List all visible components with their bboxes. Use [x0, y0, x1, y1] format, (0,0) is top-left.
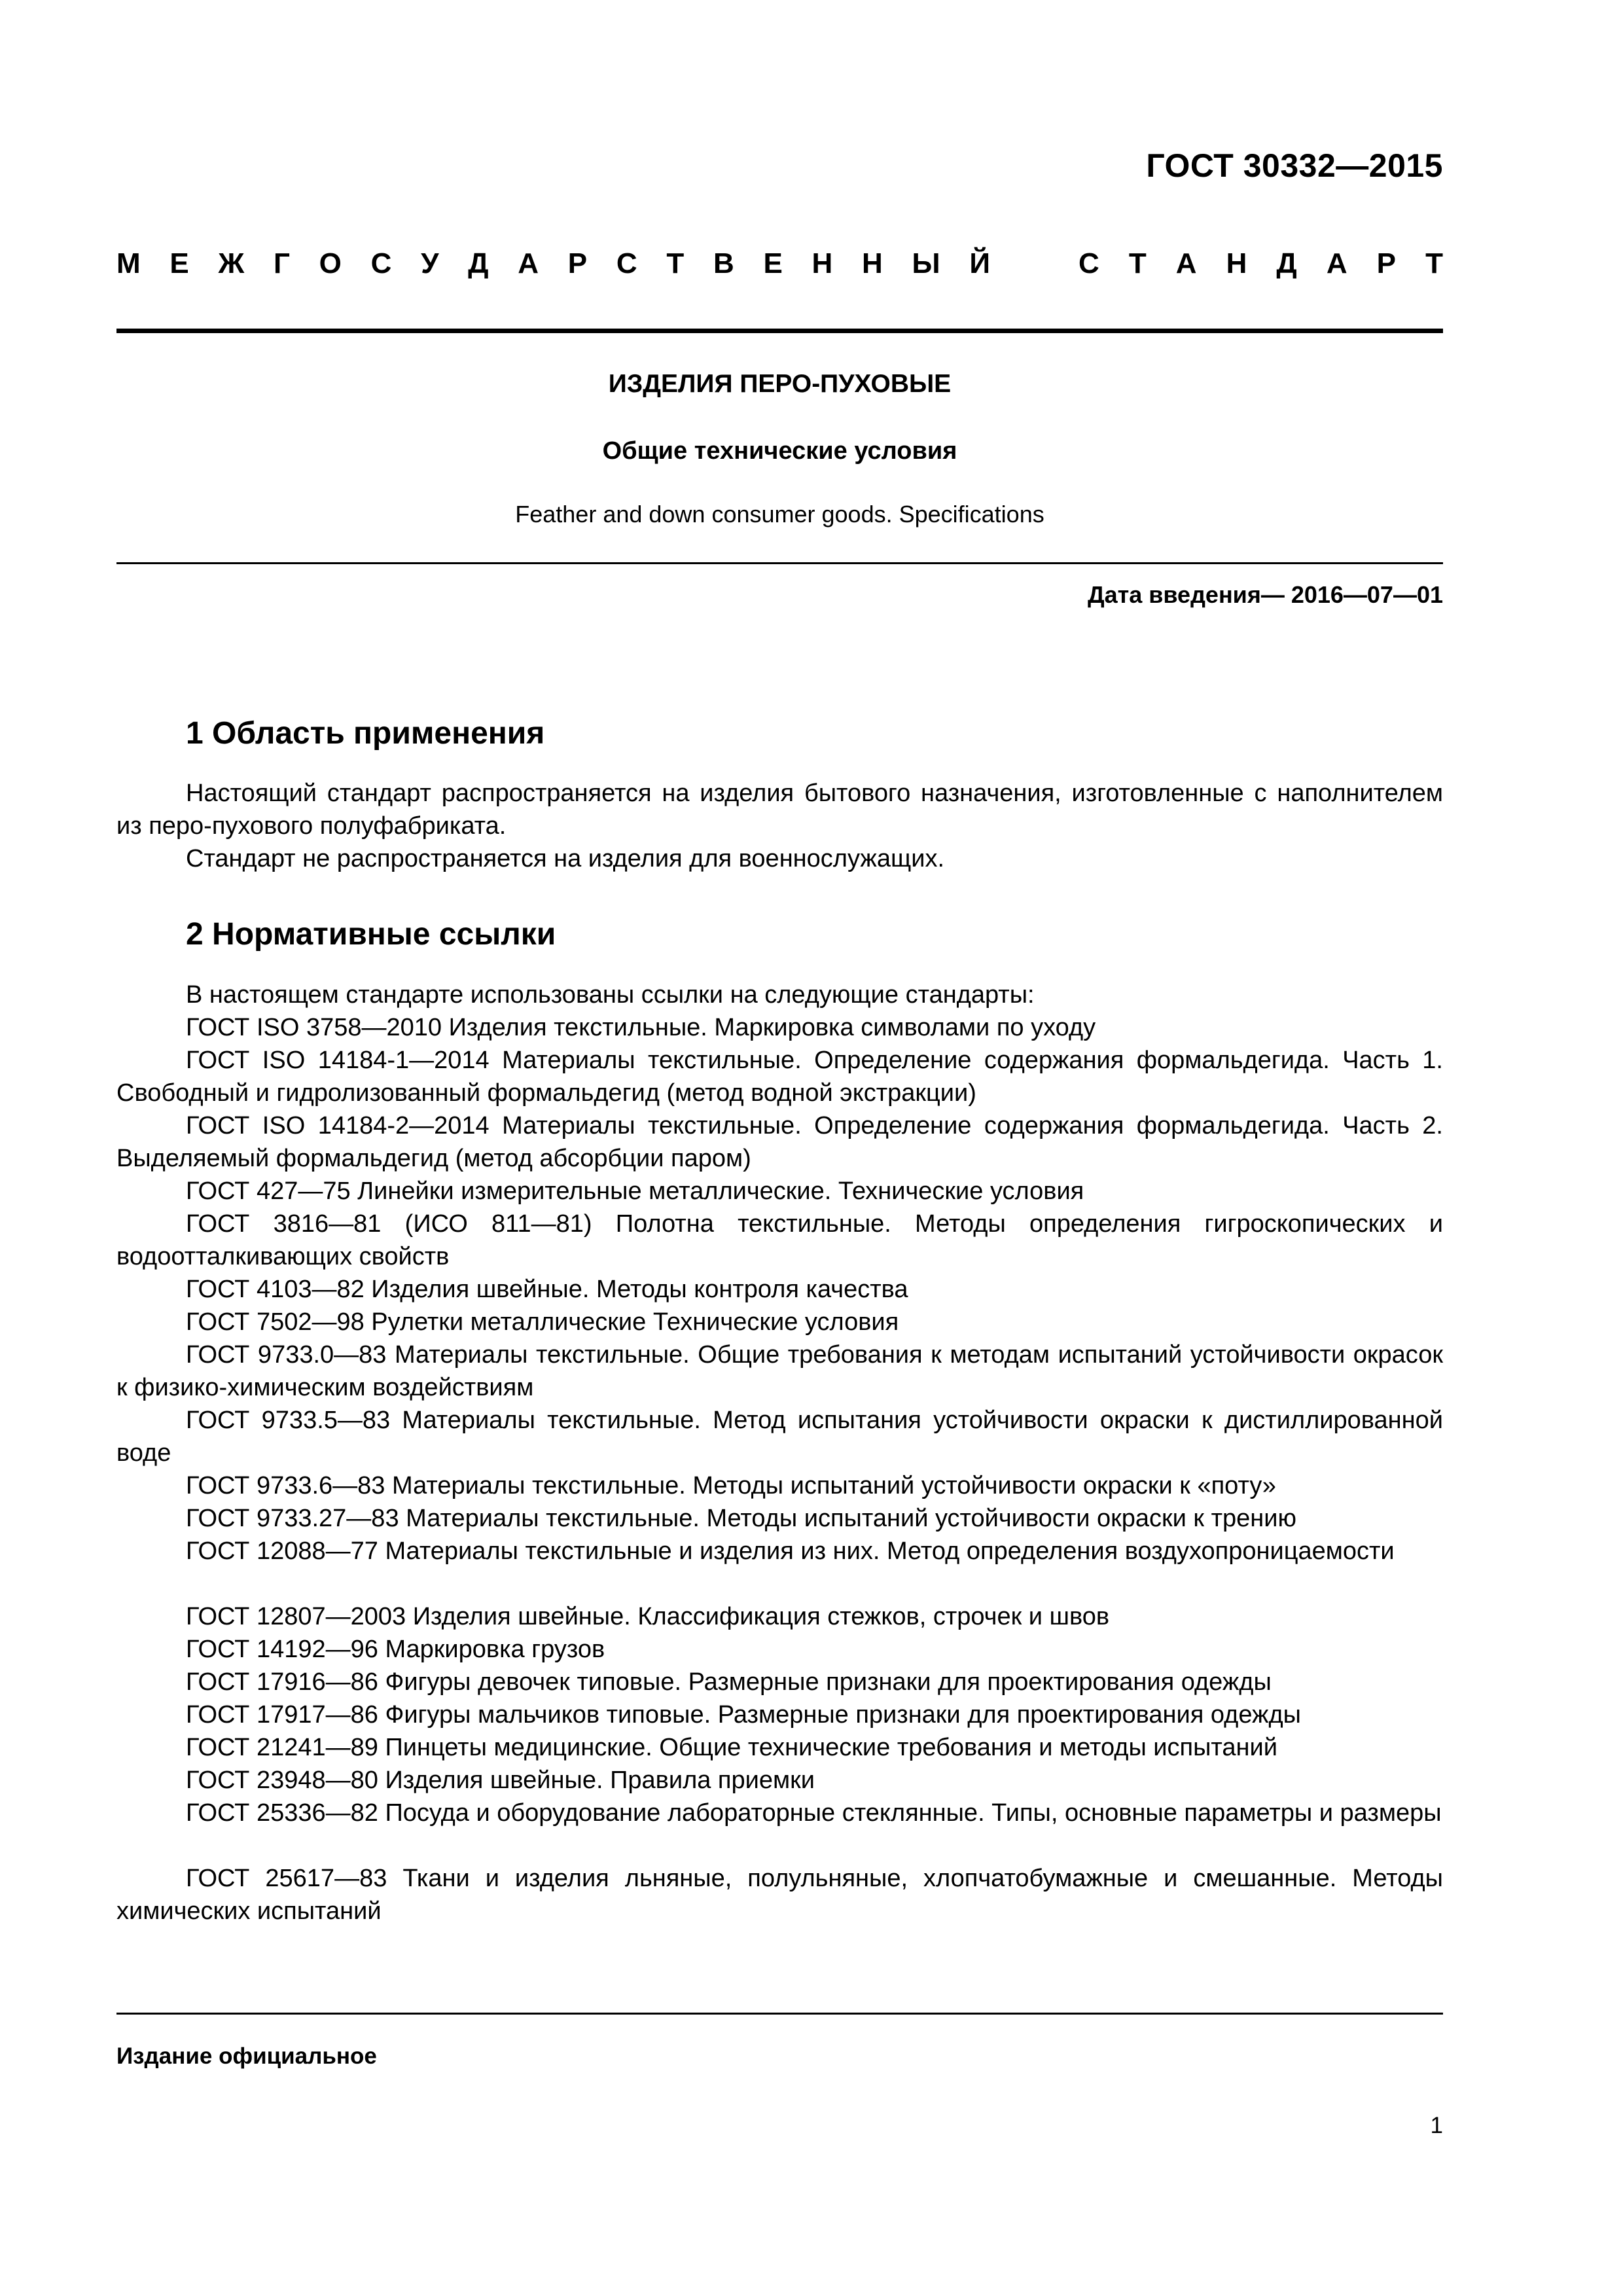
- heading-letter: Н: [862, 247, 883, 279]
- gost-number: ГОСТ 30332—2015: [1146, 147, 1443, 184]
- reference-item: ГОСТ ISO 14184-2—2014 Материалы текстильные. Определение содержания формальдегида. Часть 2. Выделяемый формальдегид (метод абсорбции паром): [116, 1112, 1443, 1172]
- heading-letter: А: [1175, 247, 1197, 279]
- introduction-date: Дата введения— 2016—07—01: [1087, 581, 1443, 608]
- footer-rule: [116, 2013, 1443, 2015]
- heading-letter: Г: [273, 247, 290, 279]
- heading-letter: Д: [468, 247, 489, 279]
- heading-letter: Р: [1376, 247, 1397, 279]
- reference-item: ГОСТ ISO 3758—2010 Изделия текстильные. Маркировка символами по уходу: [186, 1014, 1096, 1041]
- standard-type-word-standard: [1079, 247, 1443, 280]
- reference-item: ГОСТ 14192—96 Маркировка грузов: [186, 1636, 605, 1663]
- document-title: ИЗДЕЛИЯ ПЕРО-ПУХОВЫЕ: [608, 370, 952, 398]
- document-subtitle: Общие технические условия: [602, 437, 957, 465]
- official-edition-label: Издание официальное: [116, 2043, 377, 2069]
- reference-item: ГОСТ 7502—98 Рулетки металлические Технические условия: [186, 1308, 899, 1336]
- heading-letter: Е: [169, 247, 189, 279]
- heading-letter: Д: [1276, 247, 1297, 279]
- reference-item: ГОСТ 9733.27—83 Материалы текстильные. Методы испытаний устойчивости окраски к трению: [186, 1505, 1296, 1532]
- reference-item: ГОСТ 25617—83 Ткани и изделия льняные, полульняные, хлопчатобумажные и смешанные. Методы химических испытаний: [116, 1865, 1443, 1925]
- reference-item: ГОСТ 12807—2003 Изделия швейные. Классификация стежков, строчек и швов: [186, 1603, 1110, 1630]
- reference-item: ГОСТ ISO 14184-1—2014 Материалы текстильные. Определение содержания формальдегида. Часть 1. Свободный и гидролизованный формальдегид (метод водной экстракции): [116, 1047, 1443, 1107]
- standard-type-heading: [116, 247, 1443, 280]
- reference-item: ГОСТ 17916—86 Фигуры девочек типовые. Размерные признаки для проектирования одежды: [186, 1668, 1272, 1696]
- section-1-paragraph: Настоящий стандарт распространяется на изделия бытового назначения, изготовленные с наполнителем из перо-пухового полуфабриката.: [116, 780, 1443, 840]
- heading-letter: Р: [567, 247, 588, 279]
- heading-letter: Н: [812, 247, 833, 279]
- section-2-intro: В настоящем стандарте использованы ссылки на следующие стандарты:: [186, 981, 1035, 1009]
- reference-item: ГОСТ 17917—86 Фигуры мальчиков типовые. Размерные признаки для проектирования одежды: [186, 1701, 1301, 1729]
- title-rule: [116, 562, 1443, 564]
- heading-letter: У: [421, 247, 439, 279]
- heading-letter: С: [616, 247, 637, 279]
- reference-item: ГОСТ 9733.0—83 Материалы текстильные. Общие требования к методам испытаний устойчивости окрасок к физико-химическим воздействиям: [116, 1341, 1443, 1401]
- reference-item: ГОСТ 21241—89 Пинцеты медицинские. Общие технические требования и методы испытаний: [186, 1734, 1277, 1761]
- heading-letter: Ы: [912, 247, 940, 279]
- reference-item: ГОСТ 427—75 Линейки измерительные металлические. Технические условия: [186, 1177, 1084, 1205]
- document-title-english: Feather and down consumer goods. Specifications: [515, 501, 1044, 528]
- heading-letter: Т: [1425, 247, 1443, 279]
- heading-letter: А: [518, 247, 539, 279]
- standard-type-word-interstate: [116, 247, 990, 280]
- heading-letter: М: [116, 247, 141, 279]
- heading-letter: О: [319, 247, 342, 279]
- header-rule: [116, 329, 1443, 333]
- reference-item: ГОСТ 25336—82 Посуда и оборудование лабораторные стеклянные. Типы, основные параметры и размеры: [186, 1799, 1442, 1827]
- heading-letter: А: [1326, 247, 1347, 279]
- reference-item: ГОСТ 9733.5—83 Материалы текстильные. Метод испытания устойчивости окраски к дистиллированной воде: [116, 1407, 1443, 1467]
- heading-letter: Н: [1226, 247, 1247, 279]
- section-2-heading: 2 Нормативные ссылки: [186, 917, 556, 952]
- heading-letter: С: [370, 247, 392, 279]
- heading-letter: Е: [763, 247, 783, 279]
- section-1-paragraph: Стандарт не распространяется на изделия для военнослужащих.: [186, 845, 944, 872]
- reference-item: ГОСТ 4103—82 Изделия швейные. Методы контроля качества: [186, 1276, 908, 1303]
- heading-letter: С: [1079, 247, 1099, 279]
- heading-letter: В: [713, 247, 734, 279]
- heading-letter: Т: [1128, 247, 1147, 279]
- section-1-heading: 1 Область применения: [186, 716, 545, 751]
- heading-letter: Ж: [218, 247, 245, 279]
- reference-item: ГОСТ 3816—81 (ИСО 811—81) Полотна текстильные. Методы определения гигроскопических и водоотталкивающих свойств: [116, 1210, 1443, 1270]
- reference-item: ГОСТ 23948—80 Изделия швейные. Правила приемки: [186, 1767, 815, 1794]
- page-number: 1: [1430, 2113, 1443, 2138]
- heading-letter: Т: [666, 247, 685, 279]
- heading-letter: Й: [969, 247, 990, 279]
- reference-item: ГОСТ 12088—77 Материалы текстильные и изделия из них. Метод определения воздухопроницаемости: [186, 1537, 1395, 1565]
- reference-item: ГОСТ 9733.6—83 Материалы текстильные. Методы испытаний устойчивости окраски к «поту»: [186, 1472, 1276, 1499]
